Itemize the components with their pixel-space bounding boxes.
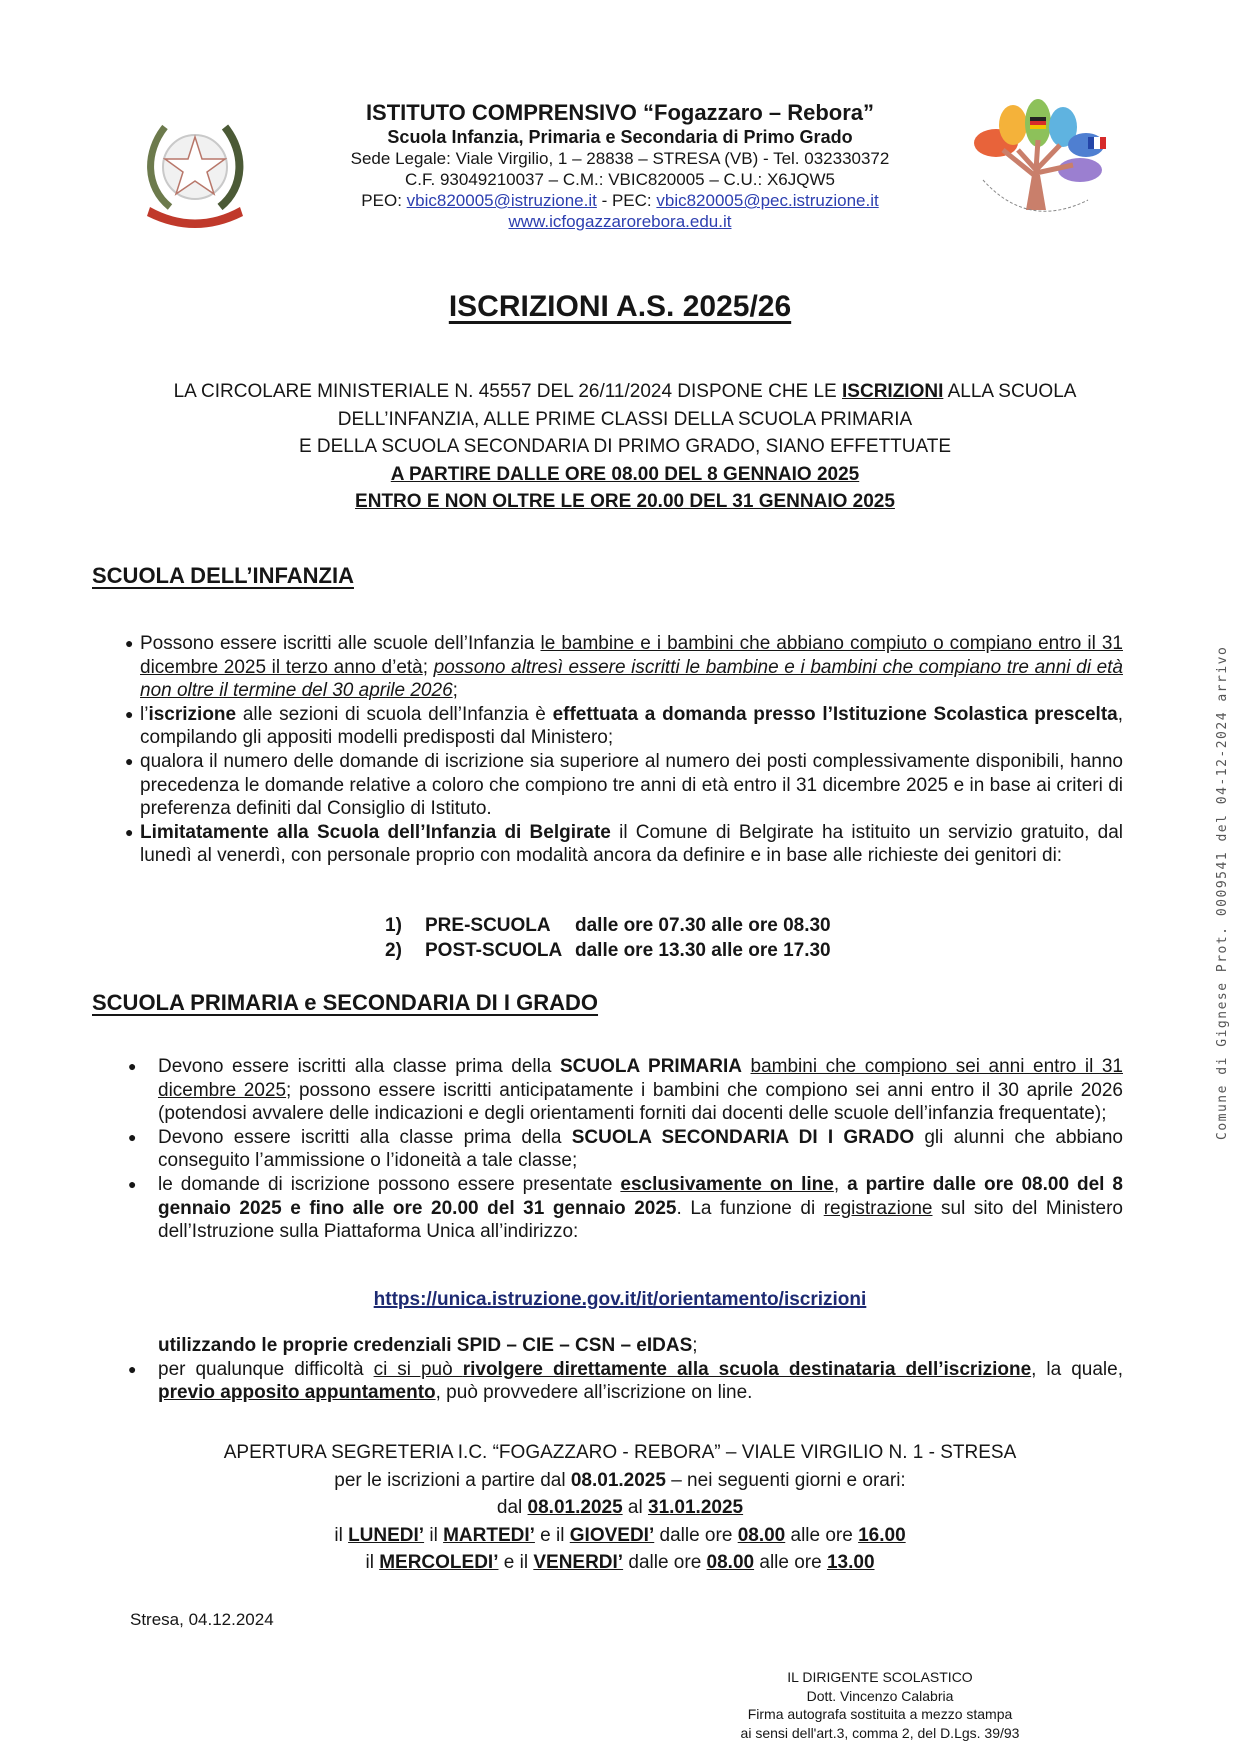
text-underlined: le bambine e i bambini che abbiano compiuto o compiano entro il 31 dicembre 2025 il terzo anno d’età [140,633,1123,678]
text: per qualunque difficoltà [158,1358,374,1380]
schedule-label: POST-SCUOLA [425,940,563,961]
list-item [125,750,1123,821]
school-tree-logo-icon [968,95,1108,225]
section-heading-infanzia: SCUOLA DELL’INFANZIA [92,563,354,588]
text: dalle ore [654,1524,738,1546]
credentials-line [128,1334,1123,1358]
text: – nei seguenti giorni e orari: [665,1469,906,1491]
schedule-number: 2) [385,940,402,961]
bullet-icon: ● [125,635,134,651]
text: ; possono essere iscritti anticipatamente i bambini che compiono sei anni entro il 30 aprile 2026 (potendosi avvalere delle indicazioni e degli orientamenti forniti dai docenti delle scuole dell’infanzia frequentate); [158,1079,1123,1125]
bullet-icon: ● [128,1058,137,1074]
protocol-stamp: Comune di Gignese Prot. 0009541 del 04-12-2024 arrivo [1215,645,1230,1140]
text: ; [692,1335,698,1356]
signer-role: IL DIRIGENTE SCOLASTICO [787,1669,973,1685]
place-date: Stresa, 04.12.2024 [130,1610,274,1629]
text: , [833,1173,848,1195]
text-underlined: ci si può [373,1358,463,1380]
bullet-icon: ● [128,1128,137,1145]
intro-end-date: ENTRO E NON OLTRE LE ORE 20.00 DEL 31 GENNAIO 2025 [355,491,895,512]
school-subtitle: Scuola Infanzia, Primaria e Secondaria di Primo Grado [387,127,853,147]
text: il [365,1552,380,1573]
primaria-list [128,1055,1123,1244]
text: sul sito del Ministero dell’Istruzione sulla Piattaforma Unica all’indirizzo: [158,1197,1123,1243]
text-italic-underlined: possono altresì essere iscritti le bambine e i bambini che compiano tre anni di età non oltre il termine del 30 aprile 2026 [140,656,1123,702]
schedule-number: 1) [385,915,402,936]
peo-label: PEO: [361,191,407,210]
schedule-row [385,938,831,963]
text-bold-underlined: rivolgere direttamente alla scuola destinataria dell’iscrizione [462,1358,1032,1380]
office-line [100,1549,1140,1577]
page-title [0,290,1240,324]
signature-block [700,1668,1060,1742]
signature-note: Firma autografa sostituita a mezzo stampa [747,1706,1013,1722]
text: le domande di iscrizione possono essere presentate [158,1173,621,1195]
text-bold: SCUOLA PRIMARIA [559,1056,742,1077]
text: , compilando gli appositi modelli predisposti dal Ministero; [140,703,1123,749]
signature-note: ai sensi dell'art.3, comma 2, del D.Lgs. 39/93 [740,1724,1020,1741]
bullet-icon: ● [125,752,134,769]
text: qualora il numero delle domande di iscrizione sia superiore al numero dei posti complessivamente disponibili, hanno precedenza le domande relative a coloro che compiono tre anni di età entro il 31 dicembre 2025 e in base ai criteri di preferenza definiti dal Consiglio di Istituto. [140,750,1123,820]
section-heading-primaria: SCUOLA PRIMARIA e SECONDARIA DI I GRADO [92,990,599,1015]
bullet-icon: ● [125,705,134,722]
school-name: ISTITUTO COMPRENSIVO “Fogazzaro – Rebora” [365,100,875,125]
schedule-hours: dalle ore 07.30 alle ore 08.30 [575,915,831,936]
text: Possono essere iscritti alle scuole dell’Infanzia [140,633,541,654]
schedule-label: PRE-SCUOLA [425,915,551,936]
text: Devono essere iscritti alla classe prima della [158,1056,560,1077]
text: alle ore [754,1552,827,1573]
day: MARTEDI’ [443,1524,535,1546]
text-bold: SCUOLA SECONDARIA DI I GRADO [571,1126,915,1148]
text-bold: a partire dalle ore 08.00 del 8 gennaio 2025 e fino alle ore 20.00 del 31 gennaio 2025 [158,1173,1123,1219]
iscrizioni-url-link[interactable]: https://unica.istruzione.gov.it/it/orientamento/iscrizioni [373,1289,867,1310]
text: . La funzione di [676,1197,824,1219]
text-underlined: registrazione [823,1197,933,1219]
text-bold: utilizzando le proprie credenziali SPID – CIE – CSN – eIDAS [158,1335,693,1356]
text: gli alunni che abbiano conseguito l’ammissione o l’idoneità a tale classe; [158,1126,1123,1172]
text: , la quale, [1031,1358,1123,1380]
page-title-text: ISCRIZIONI A.S. 2025/26 [448,290,792,323]
bullet-icon: ● [128,1360,137,1377]
office-hours [100,1439,1140,1577]
belgirate-schedule [385,913,831,963]
school-codes: C.F. 93049210037 – C.M.: VBIC820005 – C.U.: X6JQW5 [405,170,835,189]
text [742,1056,751,1077]
day: MERCOLEDI’ [379,1552,499,1573]
list-item [125,632,1123,703]
text: e il [534,1524,570,1546]
date-to: 31.01.2025 [648,1497,744,1518]
school-emails [270,190,970,211]
text: dal [496,1497,528,1518]
iscrizioni-url [0,1289,1240,1311]
text: alle ore [785,1524,859,1546]
office-title: APERTURA SEGRETERIA I.C. “FOGAZZARO - REBORA” – VIALE VIRGILIO N. 1 - STRESA [223,1442,1017,1463]
list-item [128,1126,1123,1173]
hour: 13.00 [826,1552,875,1573]
text: Devono essere iscritti alla classe prima della [158,1126,572,1148]
day: VENERDI’ [533,1552,624,1573]
text: alle sezioni di scuola dell’Infanzia è [236,703,553,725]
pec-label: - PEC: [596,191,657,210]
primaria-list-continued [128,1334,1123,1405]
text-bold: Limitatamente alla Scuola dell’Infanzia di Belgirate [140,821,611,843]
schedule-hours: dalle ore 13.30 alle ore 17.30 [575,940,831,961]
school-address: Sede Legale: Viale Virgilio, 1 – 28838 – STRESA (VB) - Tel. 032330372 [350,149,890,168]
text: il [424,1524,444,1546]
text-bold: effettuata a domanda presso l’Istituzione Scolastica prescelta [552,703,1118,725]
text: ; [452,680,458,702]
text: e il [498,1552,534,1573]
peo-email-link[interactable]: vbic820005@istruzione.it [406,191,597,210]
list-item [128,1358,1123,1405]
schedule-row [385,913,831,938]
text: , può provvedere all’iscrizione on line. [435,1382,753,1404]
text: dalle ore [623,1552,707,1573]
day: GIOVEDI’ [569,1524,655,1546]
intro-start-date: A PARTIRE DALLE ORE 08.00 DEL 8 GENNAIO 2025 [390,463,860,485]
text-bold: iscrizione [148,703,237,725]
list-item [128,1055,1123,1126]
text-bold: 08.01.2025 [570,1469,666,1491]
hour: 08.00 [737,1524,786,1546]
hour: 16.00 [858,1524,906,1546]
list-item [125,821,1123,868]
infanzia-list [125,632,1123,868]
italian-republic-emblem-icon [135,112,255,230]
text: per le iscrizioni a partire dal [334,1469,571,1491]
date-from: 08.01.2025 [527,1497,623,1518]
list-item [125,703,1123,750]
office-line [100,1522,1140,1550]
text-bold-underlined: esclusivamente on line [620,1173,834,1195]
text: il [334,1524,349,1546]
school-header [270,100,970,232]
office-line [100,1467,1140,1495]
intro-line: DELL’INFANZIA, ALLE PRIME CLASSI DELLA SCUOLA PRIMARIA [337,408,913,430]
text: l’ [140,703,149,725]
bullet-icon: ● [128,1175,137,1192]
hour: 08.00 [706,1552,755,1573]
intro-text: LA CIRCOLARE MINISTERIALE N. 45557 DEL 26/11/2024 DISPONE CHE LE [173,381,843,402]
pec-email-link[interactable]: vbic820005@pec.istruzione.it [656,191,879,210]
bullet-icon: ● [125,823,134,840]
text: al [622,1497,648,1518]
website-link[interactable]: www.icfogazzarorebora.edu.it [508,212,732,231]
intro-line: E DELLA SCUOLA SECONDARIA DI PRIMO GRADO, SIANO EFFETTUATE [298,436,952,457]
text-bold-underlined: previo apposito appuntamento [158,1382,436,1404]
signer-name: Dott. Vincenzo Calabria [806,1687,954,1704]
day: LUNEDI’ [348,1524,425,1546]
intro-paragraph [110,378,1140,516]
list-item [128,1173,1123,1244]
text: ; [422,656,434,678]
intro-keyword: ISCRIZIONI [842,381,944,402]
office-line [100,1494,1140,1522]
text: il Comune di Belgirate ha istituito un servizio gratuito, dal lunedì al venerdì, con personale proprio con modalità ancora da definire e in base alle richieste dei genitori di: [140,821,1123,867]
intro-text: ALLA SCUOLA [943,381,1077,402]
text-underlined: bambini che compiono sei anni entro il 31 dicembre 2025 [158,1056,1123,1101]
